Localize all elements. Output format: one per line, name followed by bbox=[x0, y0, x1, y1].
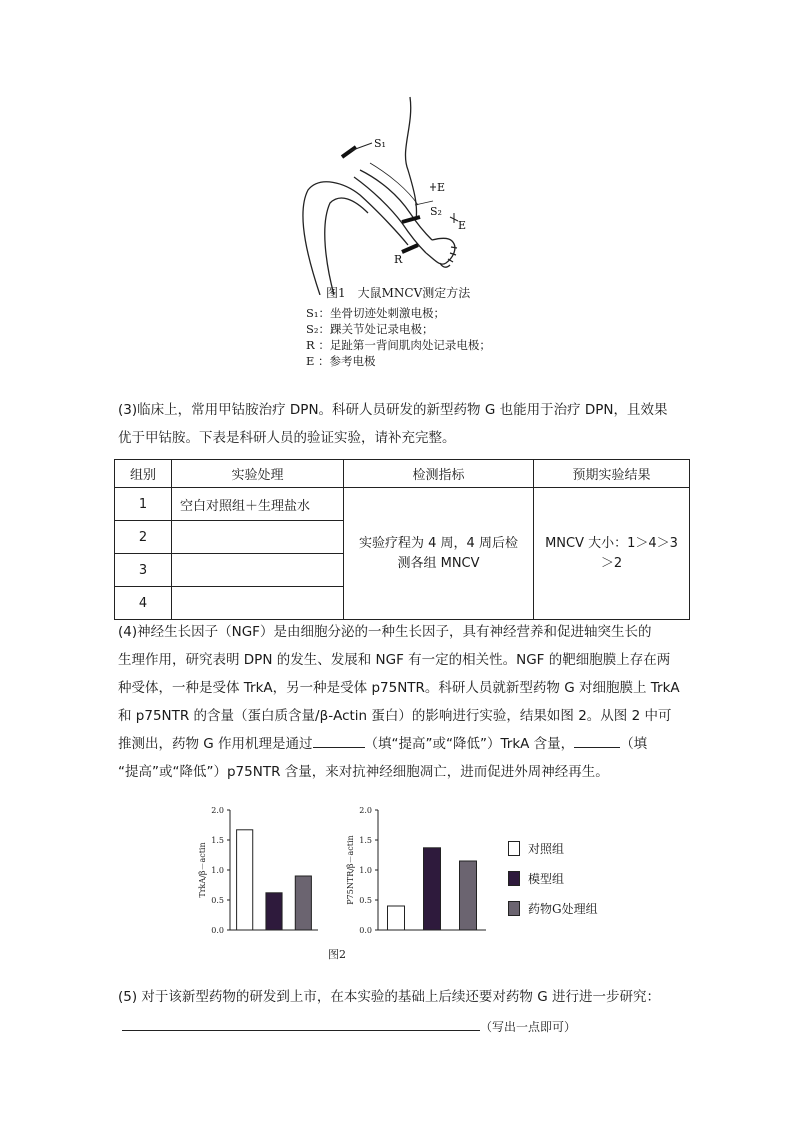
trka-bar-chart bbox=[192, 800, 320, 945]
answer-blank-further-research[interactable] bbox=[122, 1015, 480, 1031]
bar-model bbox=[266, 893, 282, 930]
question-3 bbox=[118, 396, 690, 452]
y-tick-label: 2.0 bbox=[359, 806, 372, 815]
q4-text: 推测出，药物 G 作用机理是通过 bbox=[118, 736, 313, 752]
header-indicator: 检测指标 bbox=[344, 460, 534, 488]
bar-control bbox=[388, 906, 405, 930]
q5-line: (5) 对于该新型药物的研发到上市，在本实验的基础上后续还要对药物 G 进行进一步研究： bbox=[118, 989, 660, 1005]
figure1-legend-s2: S₂：踝关节处记录电极； bbox=[306, 322, 434, 336]
treatment-cell: 空白对照组＋生理盐水 bbox=[172, 488, 344, 521]
y-tick-label: 1.5 bbox=[211, 836, 224, 845]
y-tick-label: 1.5 bbox=[359, 836, 372, 845]
expected-result-cell: MNCV 大小：1＞4＞3＞2 bbox=[534, 488, 690, 620]
q5-hint: （写出一点即可） bbox=[480, 1020, 577, 1034]
legend-item-drug bbox=[508, 893, 598, 923]
e1-label: E bbox=[437, 181, 446, 194]
y-tick-label: 2.0 bbox=[211, 806, 224, 815]
q4-line: 生理作用，研究表明 DPN 的发生、发展和 NGF 有一定的相关性。NGF 的靶细胞膜上存在两 bbox=[118, 652, 671, 668]
header-group: 组别 bbox=[115, 460, 172, 488]
bar-control bbox=[237, 830, 253, 930]
answer-blank-trka[interactable] bbox=[313, 732, 365, 748]
y-axis-label: TrkA/β－actin bbox=[198, 842, 207, 898]
s1-label: S₁ bbox=[374, 137, 386, 150]
treatment-input-cell[interactable] bbox=[172, 587, 344, 620]
y-tick-label: 0.5 bbox=[359, 896, 372, 905]
legend-label: 药物G处理组 bbox=[528, 901, 598, 916]
y-tick-label: 1.0 bbox=[359, 866, 372, 875]
legend-label: 模型组 bbox=[528, 871, 565, 886]
q3-line: (3)临床上，常用甲钴胺治疗 DPN。科研人员研发的新型药物 G 也能用于治疗 DPN，且效果 bbox=[118, 402, 668, 418]
bar-drug bbox=[460, 861, 477, 930]
bar-drug bbox=[295, 876, 311, 930]
figure2-legend bbox=[508, 833, 598, 923]
group-cell: 3 bbox=[115, 554, 172, 587]
r-label: R bbox=[394, 253, 403, 266]
treatment-input-cell[interactable] bbox=[172, 554, 344, 587]
answer-blank-p75ntr[interactable] bbox=[574, 732, 620, 748]
q4-line: 种受体，一种是受体 TrkA，另一种是受体 p75NTR。科研人员就新型药物 G 对细胞膜上 TrkA bbox=[118, 680, 680, 696]
treatment-input-cell[interactable] bbox=[172, 521, 344, 554]
figure1-legend-r: R ：足趾第一背间肌肉处记录电极； bbox=[306, 338, 491, 352]
group-cell: 1 bbox=[115, 488, 172, 521]
figure1-legend-e: E ：参考电极 bbox=[306, 354, 376, 368]
legend-swatch-model bbox=[508, 871, 520, 886]
q4-line-with-blanks bbox=[118, 730, 690, 758]
legend-swatch-drug bbox=[508, 901, 520, 916]
legend-swatch-control bbox=[508, 841, 520, 856]
y-tick-label: 0.0 bbox=[211, 926, 224, 935]
experiment-table bbox=[114, 459, 690, 620]
header-expected: 预期实验结果 bbox=[534, 460, 690, 488]
q3-line: 优于甲钴胺。下表是科研人员的验证实验，请补充完整。 bbox=[118, 430, 456, 446]
legend-item-model bbox=[508, 863, 598, 893]
rat-mncv-diagram bbox=[290, 95, 520, 295]
y-axis-label: P75NTR/β－actin bbox=[346, 835, 355, 905]
header-treatment: 实验处理 bbox=[172, 460, 344, 488]
s2-label: S₂ bbox=[430, 205, 442, 218]
group-cell: 2 bbox=[115, 521, 172, 554]
figure2-label: 图2 bbox=[328, 948, 346, 961]
table-header-row bbox=[115, 460, 690, 488]
table-row bbox=[115, 488, 690, 521]
figure1-legend-s1: S₁：坐骨切迹处刺激电极； bbox=[306, 306, 445, 320]
q4-line: (4)神经生长因子（NGF）是由细胞分泌的一种生长因子，具有神经营养和促进轴突生长的 bbox=[118, 624, 652, 640]
q4-line: “提高”或“降低”）p75NTR 含量，来对抗神经细胞凋亡，进而促进外周神经再生。 bbox=[118, 764, 609, 780]
indicator-cell: 实验疗程为 4 周，4 周后检测各组 MNCV bbox=[344, 488, 534, 620]
group-cell: 4 bbox=[115, 587, 172, 620]
e2-label: E bbox=[458, 219, 467, 232]
legend-label: 对照组 bbox=[528, 841, 565, 856]
q4-text: （填“提高”或“降低”）TrkA 含量， bbox=[364, 736, 575, 752]
bar-model bbox=[424, 848, 441, 930]
q5-answer-line bbox=[122, 1015, 576, 1035]
legend-item-control bbox=[508, 833, 598, 863]
question-5 bbox=[118, 983, 690, 1011]
figure1-caption: 图1 大鼠MNCV测定方法 bbox=[326, 286, 471, 300]
p75ntr-bar-chart bbox=[340, 800, 488, 945]
y-tick-label: 0.0 bbox=[359, 926, 372, 935]
q4-line: 和 p75NTR 的含量（蛋白质含量/β-Actin 蛋白）的影响进行实验，结果如图 2。从图 2 中可 bbox=[118, 708, 672, 724]
y-tick-label: 0.5 bbox=[211, 896, 224, 905]
question-4 bbox=[118, 618, 690, 786]
y-tick-label: 1.0 bbox=[211, 866, 224, 875]
q4-text: （填 bbox=[620, 736, 648, 752]
